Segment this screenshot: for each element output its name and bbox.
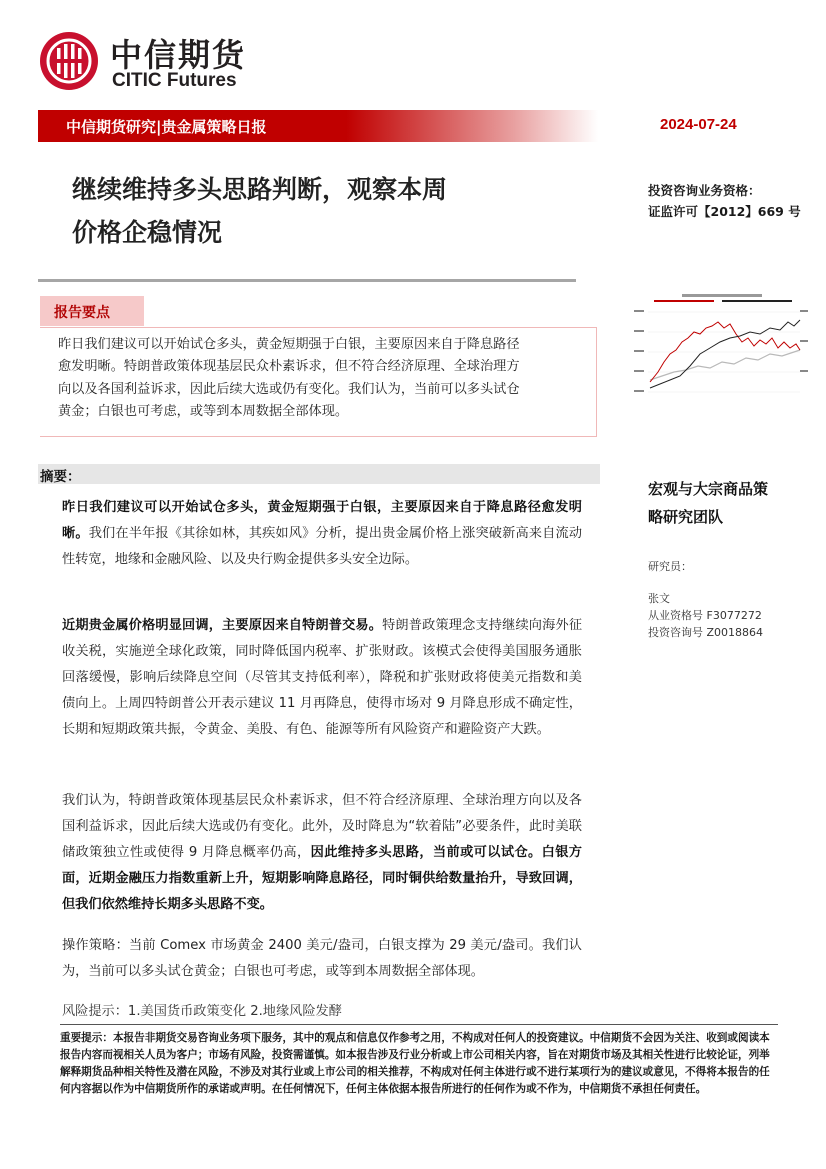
abstract-p2-bold: 近期贵金属价格明显回调，主要原因来自特朗普交易。 bbox=[62, 618, 383, 633]
title-divider bbox=[38, 279, 576, 282]
disclaimer-notice: 重要提示：本报告非期货交易咨询业务项下服务，其中的观点和信息仅作参考之用，不构成对任何人的投资建议。中信期货不会因为关注、收到或阅读本报告内容而视相关人员为客户；市场有风险，投资需谨慎。如本报告涉及行业分析或上市公司相关内容，旨在对期货市场及其相关性进行比较论证，列举解释期货品种相关特性及潜在风险，不涉及对其行业或上市公司的相关推荐，不构成对任何主体进行或不进行某项行为的建议或意见，不得将本报告的任何内容据以作为中信期货所作的承诺或声明。在任何情况下，任何主体依据本报告所进行的任何作为或不作为，中信期货不承担任何责任。 bbox=[60, 1032, 770, 1095]
citic-logo-icon bbox=[38, 30, 100, 92]
abstract-p1-text: 我们在半年报《其徐如林，其疾如风》分析，提出贵金属价格上涨突破新高来自流动性转宽，地缘和金融风险、以及央行购金提供多头安全边际。 bbox=[62, 526, 583, 567]
report-series-title: 中信期货研究|贵金属策略日报 bbox=[66, 118, 267, 136]
abstract-header bbox=[38, 464, 600, 484]
brand-name-en: CITIC Futures bbox=[112, 70, 237, 91]
qualification-line1: 投资咨询业务资格： bbox=[648, 183, 761, 198]
abstract-paragraph-1 bbox=[62, 495, 582, 573]
researcher-info bbox=[648, 590, 763, 641]
chart-thumbnail-image bbox=[632, 292, 810, 410]
abstract-paragraph-3 bbox=[62, 788, 582, 918]
research-team-line2: 略研究团队 bbox=[648, 508, 724, 526]
key-points-line: 向以及各国利益诉求，因此后续大选或仍有变化。我们认为，当前可以多头试仓 bbox=[58, 381, 520, 397]
key-points-line: 愈发明晰。特朗普政策体现基层民众朴素诉求，但不符合经济原理、全球治理方 bbox=[58, 359, 520, 375]
abstract-paragraph-2 bbox=[62, 613, 582, 743]
key-points-line: 昨日我们建议可以开始试仓多头，黄金短期强于白银，主要原因来自于降息路径 bbox=[58, 337, 520, 352]
abstract-paragraph-4: 操作策略：当前 Comex 市场黄金 2400 美元/盎司，白银支撑为 29 美元/盎司。我们认为，当前可以多头试仓黄金；白银也可考虑，或等到本周数据全部体现。 bbox=[62, 938, 582, 979]
qualification-line2: 证监许可【2012】669 号 bbox=[648, 204, 801, 219]
report-title bbox=[72, 168, 572, 254]
research-team-line1: 宏观与大宗商品策 bbox=[648, 480, 769, 498]
abstract-p1-bold: 昨日我们建议可以开始试仓多头，黄金短期强于白银，主要原因来自于降息路径愈发明晰。 bbox=[62, 500, 582, 541]
researcher-license-1: 从业资格号 F3077272 bbox=[648, 609, 762, 622]
report-date: 2024-07-24 bbox=[660, 116, 737, 133]
abstract-p2-text: 特朗普政策理念支持继续向海外征收关税，实施逆全球化政策，同时降低国内税率、扩张财政。该模式会使得美国服务通胀回落缓慢，影响后续降息空间（尽管其支持低利率），降税和扩张财政将使美元指数和美债向上。上周四特朗普公开表示建议 11 月再降息，使得市场对 9 月降息形成不确定性，长期和短期政策共振，令黄金、美股、有色、能源等所有风险资产和避险资产大跌。 bbox=[62, 618, 583, 737]
report-title-line1: 继续维持多头思路判断，观察本周 bbox=[72, 175, 448, 204]
key-points-label: 报告要点 bbox=[54, 305, 110, 321]
report-title-line2: 价格企稳情况 bbox=[72, 218, 223, 247]
footer-divider bbox=[60, 1024, 778, 1025]
research-team-name bbox=[648, 475, 818, 531]
report-series-bar bbox=[38, 110, 598, 142]
abstract-label: 摘要： bbox=[40, 469, 81, 485]
researcher-name: 张文 bbox=[648, 592, 670, 605]
key-points-text bbox=[58, 334, 586, 424]
abstract-p3-bold: 因此维持多头思路，当前或可以试仓。白银方面，近期金融压力指数重新上升，短期影响降息路径，同时铜供给数量抬升，导致回调，但我们依然维持长期多头思路不变。 bbox=[62, 845, 582, 912]
risk-warning: 风险提示：1.美国货币政策变化 2.地缘风险发酵 bbox=[62, 1004, 342, 1019]
key-points-line: 黄金；白银也可考虑，或等到本周数据全部体现。 bbox=[58, 404, 349, 420]
key-points-label-box bbox=[40, 296, 144, 326]
abstract-p3-text: 我们认为，特朗普政策体现基层民众朴素诉求，但不符合经济原理、全球治理方向以及各国利益诉求，因此后续大选或仍有变化。此外，及时降息为“软着陆”必要条件，此时美联储政策独立性或使得 9 月降息概率仍高， bbox=[62, 793, 582, 860]
researcher-label: 研究员： bbox=[648, 560, 692, 573]
qualification bbox=[648, 180, 801, 222]
brand-name-cn: 中信期货 bbox=[110, 36, 247, 74]
researcher-license-2: 投资咨询号 Z0018864 bbox=[648, 626, 764, 639]
